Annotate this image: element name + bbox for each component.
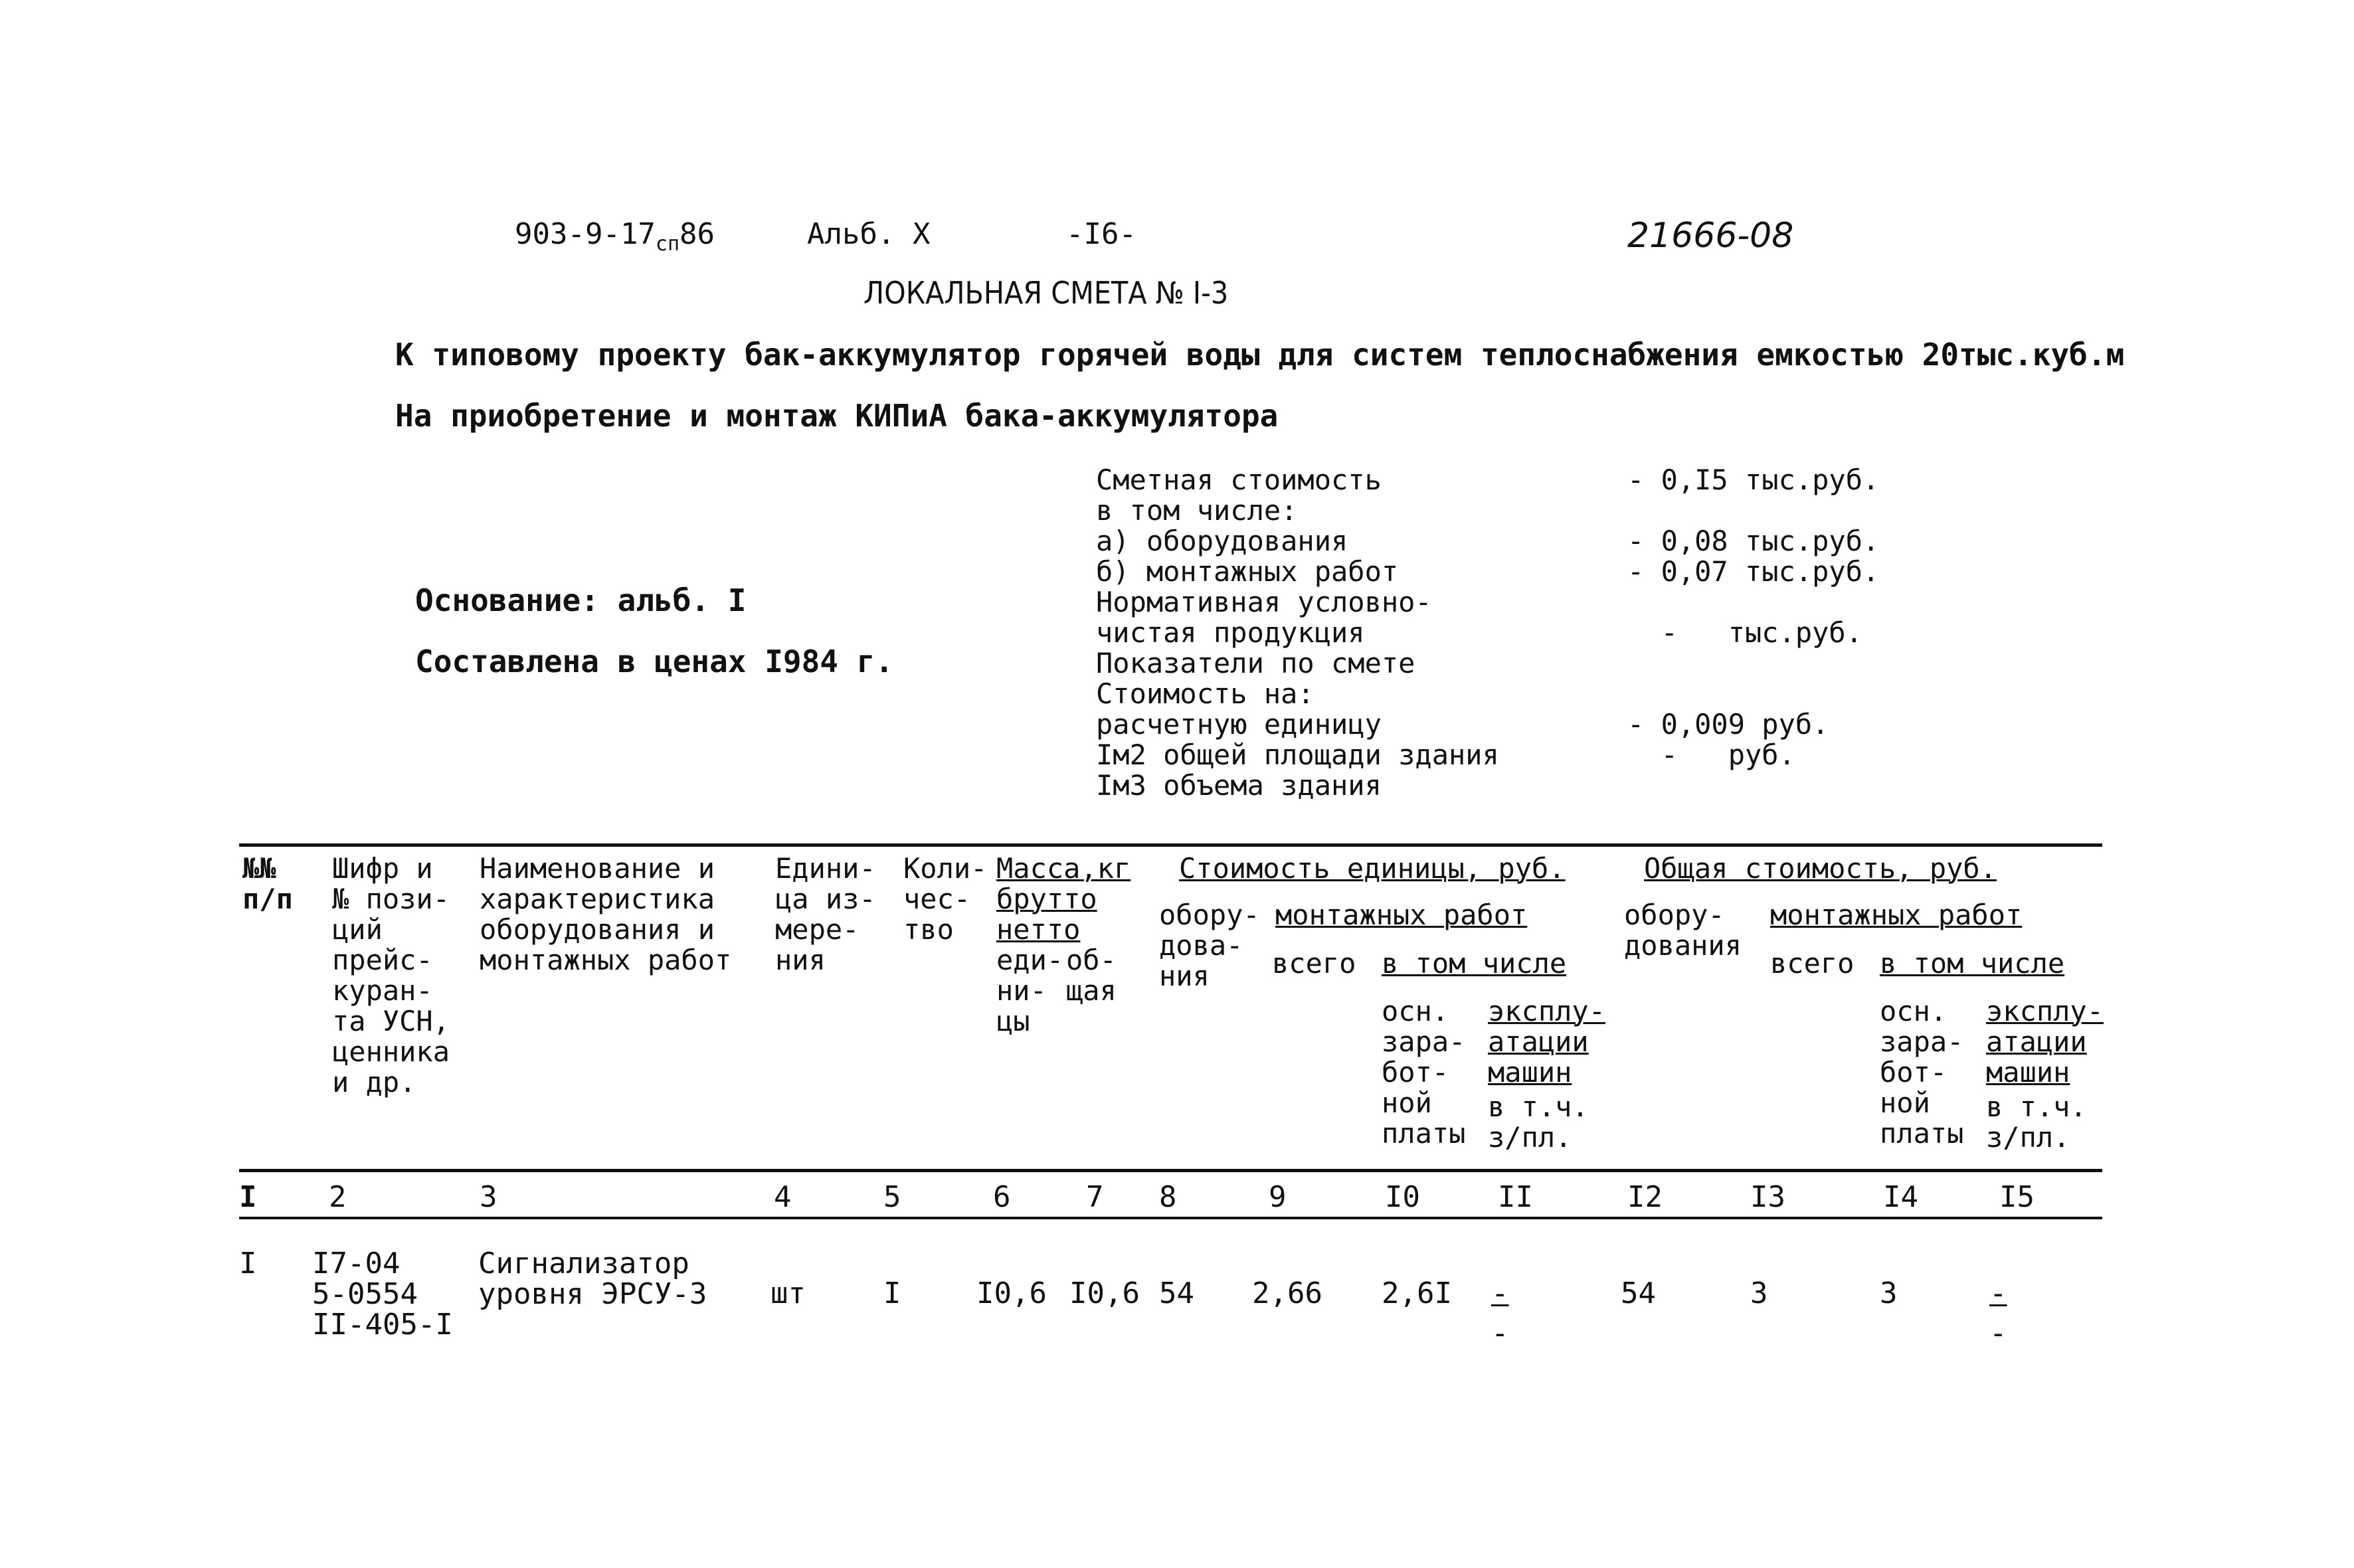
cell-machines-salary: - — [1491, 1316, 1509, 1350]
album-label: Альб. X — [807, 217, 931, 251]
header-install-all-total: всего — [1770, 947, 1855, 980]
summary-value: - тыс.руб. — [1627, 616, 1863, 649]
header-equipment-total: обору- дования — [1624, 899, 1742, 962]
summary-label: Сметная стоимость — [1096, 464, 1382, 496]
prices-text: Составлена в ценах I984 г. — [415, 644, 894, 679]
summary-label: расчетную единицу — [1096, 708, 1382, 740]
cell-code: I7-04 5-0554 II-405-I — [312, 1247, 453, 1342]
header-machines-salary: в т.ч. з/пл. — [1488, 1090, 1589, 1154]
cell-name: Сигнализатор уровня ЭРСУ-3 — [478, 1247, 707, 1311]
header-row-number: №№ п/п — [242, 852, 293, 915]
cell-machines-salary-sum: - — [1989, 1316, 2007, 1350]
summary-value — [1627, 770, 1879, 801]
column-number: I3 — [1750, 1180, 1785, 1214]
cell-install-sum: 3 — [1750, 1276, 1768, 1310]
header-code: Шифр и № пози- ций прейс- куран- та УСН, ценника и др. — [332, 852, 450, 1098]
purpose: На приобретение и монтаж КИПиА бака-аккумулятора — [395, 398, 1279, 434]
header-including: в том числе — [1382, 947, 1567, 980]
basis-text: Основание: альб. I — [415, 582, 747, 618]
cell-machines: - — [1491, 1276, 1509, 1310]
header-equipment: обору- дова- ния — [1159, 899, 1260, 992]
summary-value: - 0,07 тыс.руб. — [1627, 555, 1880, 588]
cell-salary-sum: 3 — [1880, 1276, 1898, 1310]
column-number: 5 — [883, 1180, 901, 1214]
subtitle: К типовому проекту бак-аккумулятор горячей воды для систем теплоснабжения емкостью 20тыс.куб.м — [395, 337, 2125, 373]
summary-value: - 0,009 руб. — [1627, 708, 1829, 740]
cell-row-number: I — [239, 1247, 257, 1280]
table-top-rule — [239, 843, 2102, 847]
header-salary: осн. зара- бот- ной платы — [1382, 995, 1466, 1150]
summary-values — [1627, 465, 1879, 801]
header-machines: эксплу- атации машин — [1488, 995, 1606, 1089]
header-including-total: в том числе — [1880, 947, 2065, 980]
column-number: 2 — [329, 1180, 347, 1214]
header-netto: нетто — [996, 913, 1081, 946]
cell-equipment-sum: 54 — [1621, 1276, 1656, 1310]
cell-mass-unit: I0,6 — [976, 1276, 1047, 1310]
cell-mass-total: I0,6 — [1069, 1276, 1140, 1310]
handwritten-id: 21666-08 — [1627, 216, 1794, 256]
column-number: I5 — [1999, 1180, 2035, 1214]
cell-machines-sum: - — [1989, 1276, 2007, 1310]
column-number: 3 — [480, 1180, 498, 1214]
document-code: $903-9-17_{сп}86$ — [515, 217, 715, 256]
summary-label: Стоимость на: — [1096, 677, 1314, 710]
header-mass-total: об- щая — [1066, 944, 1117, 1007]
summary-label: Iм2 общей площади здания — [1096, 739, 1499, 771]
summary-value: - 0,I5 тыс.руб. — [1627, 464, 1880, 496]
page-number: -I6- — [1066, 217, 1136, 251]
summary-value: - 0,08 тыс.руб. — [1627, 525, 1880, 557]
cell-salary: 2,6I — [1382, 1276, 1452, 1310]
column-number: 6 — [993, 1180, 1011, 1214]
column-number: I0 — [1385, 1180, 1420, 1214]
header-brutto: брутто — [996, 883, 1097, 915]
summary-label: в том числе: — [1096, 494, 1298, 527]
header-salary-total: осн. зара- бот- ной платы — [1880, 995, 1964, 1150]
header-install-all: всего — [1272, 947, 1356, 980]
summary-value: - руб. — [1627, 739, 1795, 771]
column-number: 7 — [1086, 1180, 1104, 1214]
header-mass-unit: еди- ни- цы — [996, 944, 1064, 1037]
header-total-cost: Общая стоимость, руб. — [1644, 852, 1997, 885]
summary-label: Iм3 объема здания — [1096, 769, 1382, 802]
cell-equipment: 54 — [1159, 1276, 1194, 1310]
cell-unit: шт — [770, 1276, 806, 1310]
column-number: 9 — [1269, 1180, 1287, 1214]
summary-labels — [1096, 465, 1499, 801]
cell-quantity: I — [883, 1276, 901, 1310]
cell-install-total: 2,66 — [1252, 1276, 1322, 1310]
summary-label: б) монтажных работ — [1096, 555, 1399, 588]
header-machines-salary-total: в т.ч. з/пл. — [1986, 1090, 2087, 1154]
column-number: I4 — [1883, 1180, 1918, 1214]
header-unit-cost: Стоимость единицы, руб. — [1179, 852, 1566, 885]
header-machines-total: эксплу- атации машин — [1986, 995, 2104, 1089]
header-mass: Масса,кг — [996, 852, 1131, 885]
column-number: 4 — [774, 1180, 792, 1214]
column-number-rule — [239, 1217, 2102, 1219]
header-name: Наименование и характеристика оборудования и монтажных работ — [480, 852, 732, 976]
header-unit: Едини- ца из- мере- ния — [775, 852, 876, 976]
column-number: II — [1498, 1180, 1533, 1214]
summary-value — [1627, 679, 1879, 709]
column-number: I2 — [1627, 1180, 1663, 1214]
summary-value — [1627, 495, 1879, 526]
table-header-rule — [239, 1169, 2102, 1172]
column-number: I — [239, 1180, 257, 1214]
summary-value — [1627, 648, 1879, 679]
column-number: 8 — [1159, 1180, 1177, 1214]
page-title: ЛОКАЛЬНАЯ СМЕТА № I-3 — [863, 275, 1229, 311]
summary-label: Нормативная условно- — [1096, 586, 1432, 618]
summary-value — [1627, 587, 1879, 618]
summary-label: чистая продукция — [1096, 616, 1365, 649]
summary-label: а) оборудования — [1096, 525, 1348, 557]
header-installation: монтажных работ — [1275, 899, 1528, 931]
document-code-sub: сп — [655, 232, 680, 256]
header-quantity: Коли- чес- тво — [903, 852, 988, 946]
summary-label: Показатели по смете — [1096, 647, 1415, 679]
header-installation-total: монтажных работ — [1770, 899, 2023, 931]
